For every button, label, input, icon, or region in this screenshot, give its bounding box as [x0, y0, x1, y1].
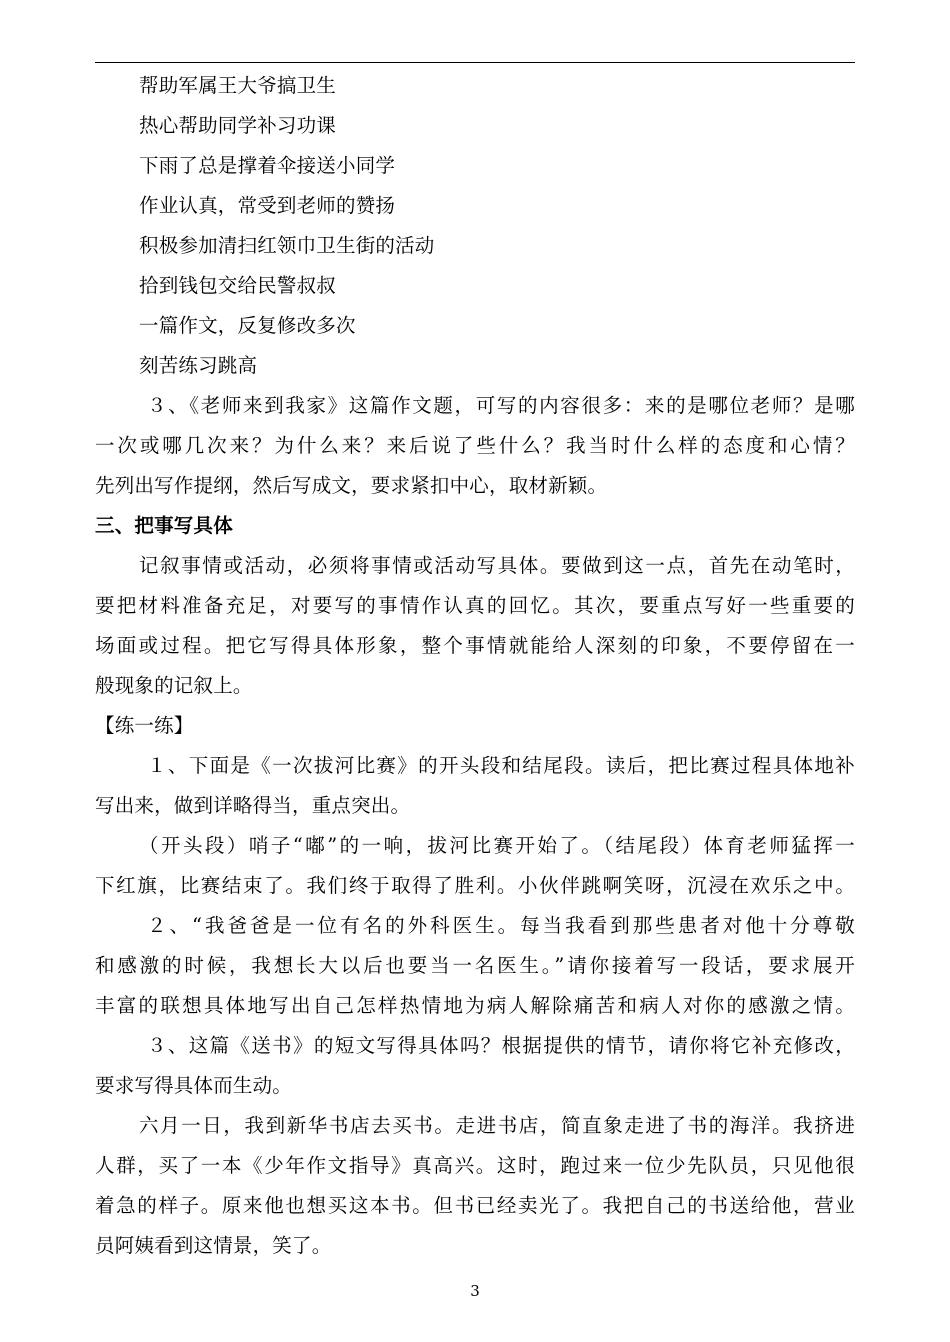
story-line: 六月一日，我到新华书店去买书。走进书店，简直象走进了书的海洋。我挤进	[139, 1114, 855, 1137]
list-item: 一篇作文，反复修改多次	[139, 314, 356, 337]
list-item: 热心帮助同学补习功课	[139, 114, 337, 137]
page-content	[95, 66, 855, 1266]
intro-line: 般现象的记叙上。	[95, 674, 253, 697]
list-item: 刻苦练习跳高	[139, 354, 258, 377]
exercise-3-line: ３、这篇《送书》的短文写得具体吗？根据提供的情节，请你将它补充修改，	[147, 1034, 855, 1057]
header-rule	[95, 62, 855, 63]
exercise-2-line: 丰富的联想具体地写出自己怎样热情地为病人解除痛苦和病人对你的感激之情。	[95, 994, 855, 1017]
story-line: 着急的样子。原来他也想买这本书。但书已经卖光了。我把自己的书送给他，营业	[95, 1194, 855, 1217]
list-item: 拾到钱包交给民警叔叔	[139, 274, 337, 297]
story-line: 员阿姨看到这情景，笑了。	[95, 1234, 332, 1257]
list-item: 积极参加清扫红领巾卫生街的活动	[139, 234, 435, 257]
page-number: 3	[470, 1282, 480, 1300]
exercise-2-line: 和感激的时候，我想长大以后也要当一名医生。”请你接着写一段话，要求展开	[95, 954, 855, 977]
intro-line: 要把材料准备充足，对要写的事情作认真的回忆。其次，要重点写好一些重要的	[95, 594, 855, 617]
intro-line: 场面或过程。把它写得具体形象，整个事情就能给人深刻的印象，不要停留在一	[95, 634, 855, 657]
exercise-2-line: ２、“我爸爸是一位有名的外科医生。每当我看到那些患者对他十分尊敬	[147, 914, 855, 937]
list-item: 下雨了总是撑着伞接送小同学	[139, 154, 396, 177]
item3-line: 先列出写作提纲，然后写成文，要求紧扣中心，取材新颖。	[95, 474, 608, 497]
story-line: 人群，买了一本《少年作文指导》真高兴。这时，跑过来一位少先队员，只见他很	[95, 1154, 855, 1177]
practice-label: 【练一练】	[95, 714, 194, 737]
exercise-1-text-line: （开头段）哨子“嘟”的一响，拔河比赛开始了。（结尾段）体育老师猛挥一	[139, 834, 855, 857]
item3-line: 一次或哪几次来？为什么来？来后说了些什么？我当时什么样的态度和心情？	[95, 434, 855, 457]
item3-line: ３、《老师来到我家》这篇作文题，可写的内容很多：来的是哪位老师？是哪	[147, 394, 855, 417]
list-item: 作业认真，常受到老师的赞扬	[139, 194, 396, 217]
intro-line: 记叙事情或活动，必须将事情或活动写具体。要做到这一点，首先在动笔时，	[139, 554, 855, 577]
exercise-3-line: 要求写得具体而生动。	[95, 1074, 293, 1097]
exercise-1-line: 写出来，做到详略得当，重点突出。	[95, 794, 411, 817]
list-item: 帮助军属王大爷搞卫生	[139, 74, 337, 97]
exercise-1-text-line: 下红旗，比赛结束了。我们终于取得了胜利。小伙伴跳啊笑呀，沉浸在欢乐之中。	[95, 874, 855, 897]
exercise-1-line: １、下面是《一次拔河比赛》的开头段和结尾段。读后，把比赛过程具体地补	[147, 754, 855, 777]
section-heading: 三、把事写具体	[95, 514, 233, 537]
